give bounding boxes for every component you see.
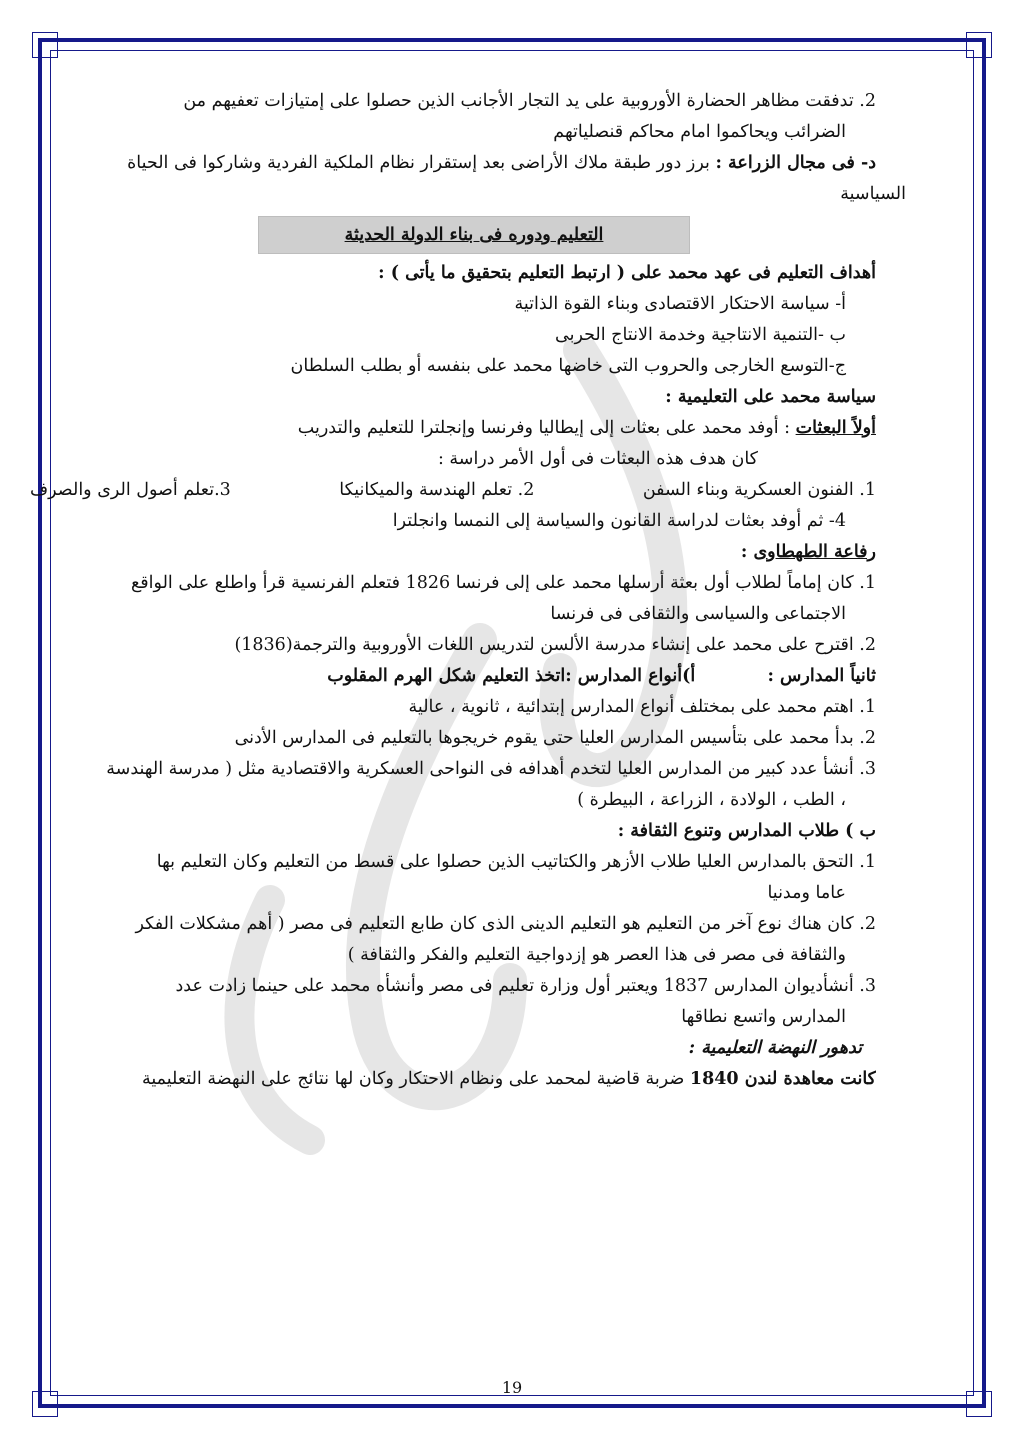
missions-label: أولاً البعثات: [795, 418, 876, 438]
mission-aim-4: 4- ثم أوفد بعثات لدراسة القانون والسياسة إلى النمسا وانجلترا: [392, 511, 846, 531]
paragraph-line: 1. اهتم محمد على بمختلف أنواع المدارس إبتدائية ، ثانوية ، عالية: [408, 697, 876, 717]
border-corner: [966, 32, 992, 58]
mission-aim: 1. الفنون العسكرية وبناء السفن: [642, 480, 876, 500]
agriculture-label: د- فى مجال الزراعة :: [715, 153, 876, 173]
paragraph-line: المدارس واتسع نطاقها: [681, 1007, 846, 1027]
paragraph-line: 3. أنشأ عدد كبير من المدارس العليا لتخدم أهدافه فى النواحى العسكرية والاقتصادية مثل ( مدرسة الهندسة: [106, 759, 876, 779]
decline-heading: تدهور النهضة التعليمية :: [688, 1038, 862, 1058]
missions-text: : أوفد محمد على بعثات إلى إيطاليا وفرنسا وإنجلترا للتعليم والتدريب: [297, 418, 796, 438]
tahtawi-colon: :: [740, 542, 754, 562]
missions-aim-line: كان هدف هذه البعثات فى أول الأمر دراسة :: [437, 449, 758, 469]
goal-item: ب -التنمية الانتاجية وخدمة الانتاج الحربى: [555, 325, 846, 345]
missions-aims-row: [30, 475, 876, 506]
decline-text: ضربة قاضية لمحمد على ونظام الاحتكار وكان لها نتائج على النهضة التعليمية: [142, 1069, 690, 1089]
paragraph-line: 1. التحق بالمدارس العليا طلاب الأزهر والكتاتيب الذين حصلوا على قسط من التعليم وكان التعليم بها: [156, 852, 876, 872]
mission-aim: 2. تعلم الهندسة والميكانيكا: [339, 480, 535, 500]
section-title-box: [258, 216, 690, 254]
schools-heading-b: أ)أنواع المدارس :اتخذ التعليم شكل الهرم المقلوب: [327, 666, 696, 686]
paragraph-line: 1. كان إماماً لطلاب أول بعثة أرسلها محمد على إلى فرنسا 1826 فتعلم الفرنسية قرأ واطلع على الواقع: [130, 573, 876, 593]
decline-paragraph: [60, 1064, 876, 1095]
paragraph-line: 2. تدفقت مظاهر الحضارة الأوروبية على يد التجار الأجانب الذين حصلوا على إمتيازات تعفيهم من: [183, 91, 876, 111]
agriculture-text: برز دور طبقة ملاك الأراضى بعد إستقرار نظام الملكية الفردية وشاركوا فى الحياة: [127, 153, 716, 173]
tahtawi-heading: رفاعة الطهطاوى: [753, 542, 876, 562]
page-number: 19: [501, 1378, 523, 1397]
policy-heading: سياسة محمد على التعليمية :: [665, 387, 876, 407]
tahtawi-heading-line: [70, 537, 876, 568]
decline-bold: كانت معاهدة لندن 1840: [689, 1069, 876, 1089]
section-title: التعليم ودوره فى بناء الدولة الحديثة: [344, 225, 604, 245]
schools-heading: [70, 661, 876, 692]
paragraph-line: 3. أنشأديوان المدارس 1837 ويعتبر أول وزارة تعليم فى مصر وأنشأه محمد على حينما زادت عدد: [175, 976, 876, 996]
mission-aim: 3.تعلم أصول الرى والصرف: [30, 480, 231, 500]
paragraph-line: 2. كان هناك نوع آخر من التعليم هو التعليم الدينى الذى كان طابع التعليم فى مصر ( أهم مشكلات الفكر: [135, 914, 876, 934]
border-corner: [32, 32, 58, 58]
paragraph-line: ، الطب ، الولادة ، الزراعة ، البيطرة ): [577, 790, 846, 810]
goals-heading: أهداف التعليم فى عهد محمد على ( ارتبط التعليم بتحقيق ما يأتى ) :: [378, 263, 876, 283]
paragraph-line: الاجتماعى والسياسى والثقافى فى فرنسا: [550, 604, 846, 624]
missions-paragraph: [70, 413, 876, 444]
paragraph-line: السياسية: [840, 184, 906, 204]
page-content: [30, 86, 906, 1095]
schools-heading-a: ثانياً المدارس :: [767, 666, 876, 686]
paragraph-line: والثقافة فى مصر فى هذا العصر هو إزدواجية التعليم والفكر والثقافة ): [347, 945, 846, 965]
paragraph-line: عاما ومدنيا: [767, 883, 846, 903]
students-heading: ب ) طلاب المدارس وتنوع الثقافة :: [617, 821, 876, 841]
goal-item: ج-التوسع الخارجى والحروب التى خاضها محمد على بنفسه أو بطلب السلطان: [290, 356, 846, 376]
goal-item: أ- سياسة الاحتكار الاقتصادى وبناء القوة الذاتية: [514, 294, 846, 314]
agriculture-paragraph: [70, 148, 876, 179]
paragraph-line: الضرائب ويحاكموا امام محاكم قنصلياتهم: [553, 122, 846, 142]
paragraph-line: 2. اقترح على محمد على إنشاء مدرسة الألسن لتدريس اللغات الأوروبية والترجمة(1836): [234, 635, 876, 655]
paragraph-line: 2. بدأ محمد على بتأسيس المدارس العليا حتى يقوم خريجوها بالتعليم فى المدارس الأدنى: [234, 728, 876, 748]
